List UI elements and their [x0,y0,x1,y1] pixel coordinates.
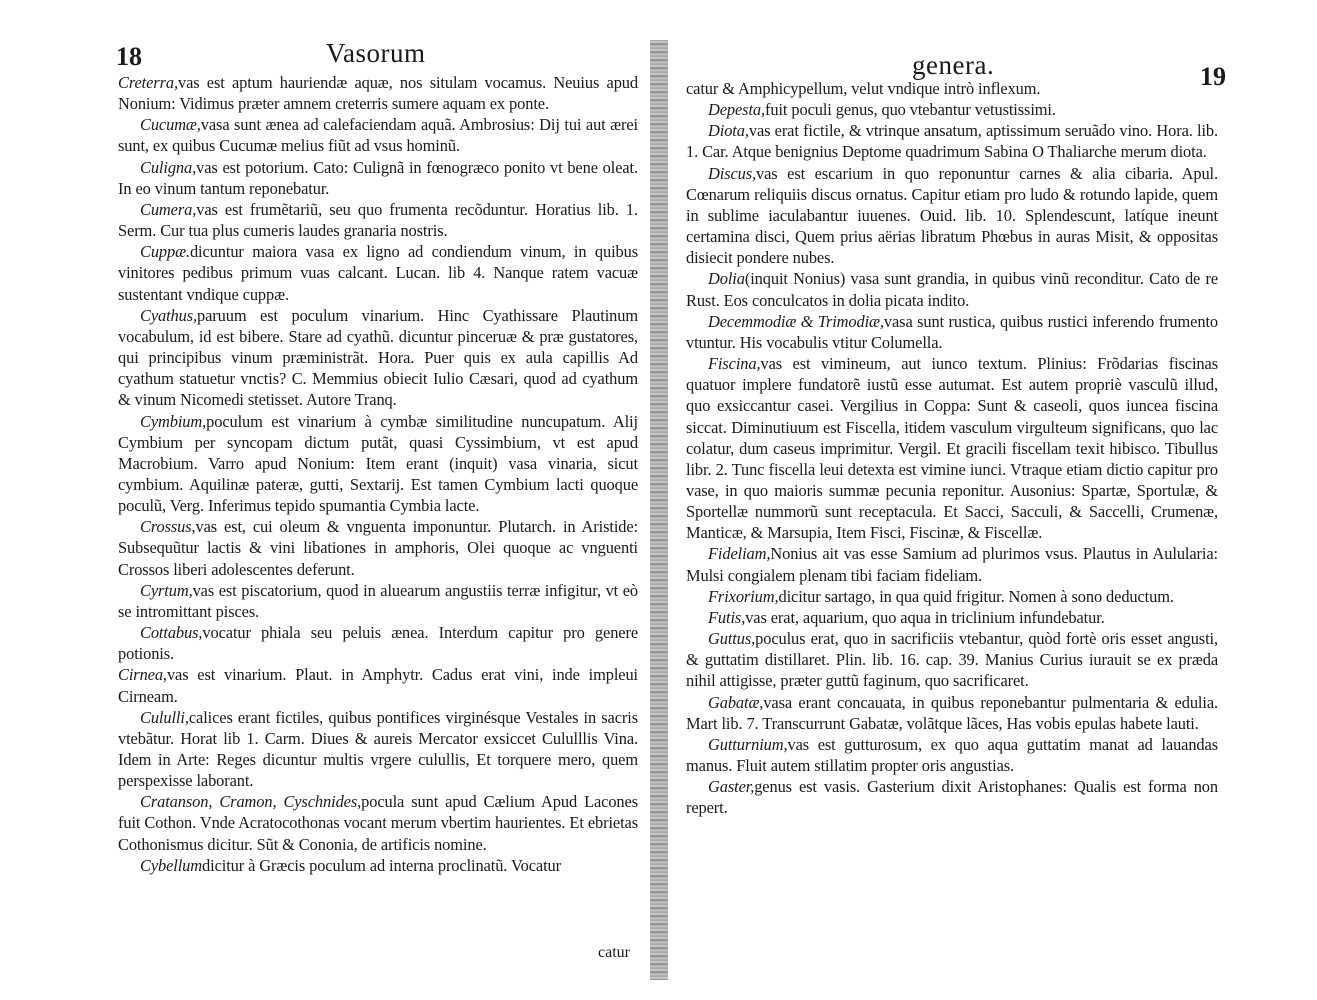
entry [686,99,1218,120]
entry-headword: Fiscina, [708,354,761,374]
entry-headword: Cybellum [140,855,203,875]
entry-text: vasa sunt ænea ad calefaciendam aquã. Ambrosius: Dij tui aut ærei sunt, ex quibus Cucumæ melius fiũt ad vsus hominũ. [118,115,638,156]
entry [686,543,1218,585]
entry-text: vocatur phiala seu peluis ænea. Interdum capitur pro genere potionis. [118,623,638,664]
entry [686,734,1218,776]
entry-text: dicuntur maiora vasa ex ligno ad condiendum vinum, in quibus vinitores pedibus primum vuas calcant. Lucan. lib 4. Nanque ratem vacuæ sustentant vndique cuppæ. [118,242,638,304]
entry-headword: Dolia [708,269,745,289]
entry [686,776,1218,818]
right-page-number: 19 [1200,62,1226,91]
entry [686,120,1218,162]
entry-headword: Crossus, [140,517,196,537]
entry-headword: Cyathus, [140,305,198,325]
entry-text: vasa sunt rustica, quibus rustici inferendo frumento vtuntur. His vocabulis vtitur Columella. [686,311,1218,352]
entry [118,791,638,854]
entry [118,622,638,664]
entry [118,241,638,304]
entry-headword: Decemmodiæ & Trimodiæ, [708,311,884,331]
entry-headword: Creterra, [118,73,178,92]
catchword: catur [598,944,630,961]
entry-text: vas est, cui oleum & vnguenta imponuntur. Plutarch. in Aristide: Subsequũtur lactis & vini libationes in amphoris, Olei quoque ac vnguenti Crossos liberi adolescentes deferunt. [118,517,638,579]
entry-text: dicitur sartago, in qua quid frigitur. Nomen à sono deductum. [778,586,1174,606]
entry-text: pocula sunt apud Cælium Apud Lacones fuit Cothon. Vnde Acratocothonas vocant merum vbertim haurientes. Et ebrietas Cothonismus dicitur. Sũt & Cononia, de artificis nomine. [118,792,638,854]
entry-headword: Frixorium, [708,586,779,606]
left-running-header: Vasorum [326,38,426,68]
entry [118,664,638,706]
left-page [0,0,652,1000]
book-gutter [650,40,668,980]
entry-headword: Cottabus, [140,623,203,643]
entry-text: vas est vinarium. Plaut. in Amphytr. Cadus erat vini, inde impleui Cirneam. [118,665,638,706]
entry-text: catur & Amphicypellum, velut vndique intrò inflexum. [686,79,1041,98]
entry-text: poculum est vinarium à cymbæ similitudine nuncupatum. Alij Cymbium per syncopam dictum putãt, quasi Cyssimbium, vt est apud Macrobium. Varro apud Nonium: Item erant (inquit) vasa vinaria, sicut cymbium. Aquilinæ pateræ, gutti, Sextarij. Est tamen Cymbium lacti quoque poculũ, Verg. Inferimus tepido spumantia Cymbia lacte. [118,411,638,516]
left-page-number: 18 [116,42,142,71]
entry [118,199,638,241]
entry [686,311,1218,353]
entry-headword: Cumera, [140,199,197,219]
entry-headword: Cratanson, Cramon, Cyschnides, [140,792,362,812]
entry [118,411,638,517]
entry-headword: Discus, [708,163,757,183]
entry-headword: Culigna, [140,157,197,177]
entry-headword: Cirnea, [118,665,167,685]
entry-text: vas est aptum hauriendæ aquæ, nos situlam vocamus. Neuius apud Nonium: Vidimus præter amnem creterris sumere aquam ex ponte. [118,73,638,114]
entry [686,586,1218,607]
entry-headword: Gabatæ, [708,692,764,712]
entry-headword: Diota, [708,121,749,141]
entry [686,353,1218,543]
entry [118,114,638,156]
right-page [668,0,1317,1000]
entry-text: calices erant fictiles, quibus pontifices virginésque Vestales in sacris vtebãtur. Horat lib 1. Carm. Diues & aureis Mercator exsiccet Cululllis Vina. Idem in Arte: Reges dicuntur multis vrgere culullis, Et torquere mero, quem perspexisse laborant. [118,707,638,791]
entry-headword: Cululli, [140,707,189,727]
entry [118,72,638,114]
entry-text: vasa erant concauata, in quibus reponebantur pulmentaria & edulia. Mart lib. 7. Transcurrunt Gabatæ, volãtque lãces, Has vobis epulas habete lauti. [686,692,1218,733]
entry-text: fuit poculi genus, quo vtebantur vetustissimi. [765,100,1056,120]
entry [118,855,638,876]
entry-text: vas est potorium. Cato: Culignã in fœnogræco ponito vt bene oleat. In eo vinum tantum reponebatur. [118,157,638,198]
entry-text: paruum est poculum vinarium. Hinc Cyathissare Plautinum vocabulum, id est bibere. Stare ad cyathũ. dicuntur pinceruæ & præ gustatores, qui principibus vinum præministrãt. Hora. Puer quis ex aula capillis Ad cyathum statuetur vnctis? C. Memmius obiecit Iulio Cæsari, quod ad cyathum & vinum Nicomedi stetisset. Autore Tranq. [118,305,638,410]
entry-headword: Gutturnium, [708,734,788,754]
entry-headword: Guttus, [708,629,756,649]
entry [118,157,638,199]
entry-text: dicitur à Græcis poculum ad interna proclinatũ. Vocatur [202,855,561,875]
entry [118,516,638,579]
entry-text: Nonius ait vas esse Samium ad plurimos vsus. Plautus in Aulularia: Mulsi congialem plenam tibi faciam fideliam. [686,544,1218,585]
entry [686,78,1218,99]
entry-text: vas est escarium in quo reponuntur carnes & alia cibaria. Apul. Cœnarum reliquiis discus ornatus. Capitur etiam pro ludo & rotundo lapide, quem in sublime iaculabantur iuuenes. Ouid. lib. 10. Splendescunt, latíque ineunt certamina disci, Quem prius aërias libratum Phœbus in auras Misit, & oppositas disiecit pondere nubes. [686,163,1218,268]
entry-headword: Gaster, [708,777,755,797]
right-page-body [686,78,1218,818]
entry-text: genus est vasis. Gasterium dixit Aristophanes: Qualis est forma non repert. [686,777,1218,818]
entry [686,692,1218,734]
entry [686,163,1218,269]
entry-text: vas est piscatorium, quod in aluearum angustiis terræ infigitur, vt eò se intromittant pisces. [118,580,638,621]
entry-text: (inquit Nonius) vasa sunt grandia, in quibus vinũ reconditur. Cato de re Rust. Eos conculcatos in dolia picata indito. [686,269,1218,310]
entry-headword: Depesta, [708,100,766,120]
entry-text: vas erat, aquarium, quo aqua in triclinium infundebatur. [745,607,1105,627]
entry-text: vas est frumẽtariũ, seu quo frumenta recõduntur. Horatius lib. 1. Serm. Cur tua plus cumeris laudes granaria nostris. [118,199,638,241]
right-running-header: genera. [912,50,995,80]
left-page-body [118,72,638,876]
entry [118,580,638,622]
entry-headword: Futis, [708,607,746,627]
entry-text: vas est vimineum, aut iunco textum. Plinius: Frõdarias fiscinas quatuor implere fundatorẽ iustũ esse autumat. Est autem propriè vasculũ illud, quo exsiccantur casei. Vergilius in Coppa: Sunt & caseoli, quos iuncea fiscina siccat. Diminutiuum est Fiscella, itidem vasculum virgulteum significans, quo lac colatur, dum caseus imprimitur. Vergil. Et gracili fiscellam texit hibisco. Tibullus libr. 2. Tunc fiscella leui detexta est vimine iunci. Vtraque etiam dictio capitur pro vase, in quo maioris summæ pecunia reponitur. Ausonius: Spartæ, Sportulæ, & Sportellæ nummorũ sunt receptacula. Et Sacci, Sacculi, & Saccelli, Crumenæ, Manticæ, & Marsupia, Item Fisci, Fiscinæ, & Fiscellæ. [686,354,1218,543]
entry-headword: Cucumæ, [140,115,201,135]
entry [118,707,638,792]
entry-headword: Cuppæ. [140,242,190,262]
entry-text: vas erat fictile, & vtrinque ansatum, aptissimum seruãdo vino. Hora. lib. 1. Car. Atque benignius Deptome quadrimum Sabina O Thaliarche merum diota. [686,121,1218,162]
entry [686,268,1218,310]
entry-headword: Cymbium, [140,411,207,431]
entry [686,607,1218,628]
entry-text: vas est gutturosum, ex quo aqua guttatim manat ad lauandas manus. Fluit autem stillatim propter oris angustias. [686,734,1218,775]
entry-headword: Fideliam, [708,544,771,564]
entry-text: poculus erat, quo in sacrificiis vtebantur, quòd fortè oris esset angusti, & guttatim distillaret. Plin. lib. 16. cap. 39. Manius Curius iurauit se ex præda nihil attigisse, præter guttũ faginum, quo sacrificaret. [686,629,1218,691]
entry [118,305,638,411]
entry [686,628,1218,691]
entry-headword: Cyrtum, [140,580,193,600]
